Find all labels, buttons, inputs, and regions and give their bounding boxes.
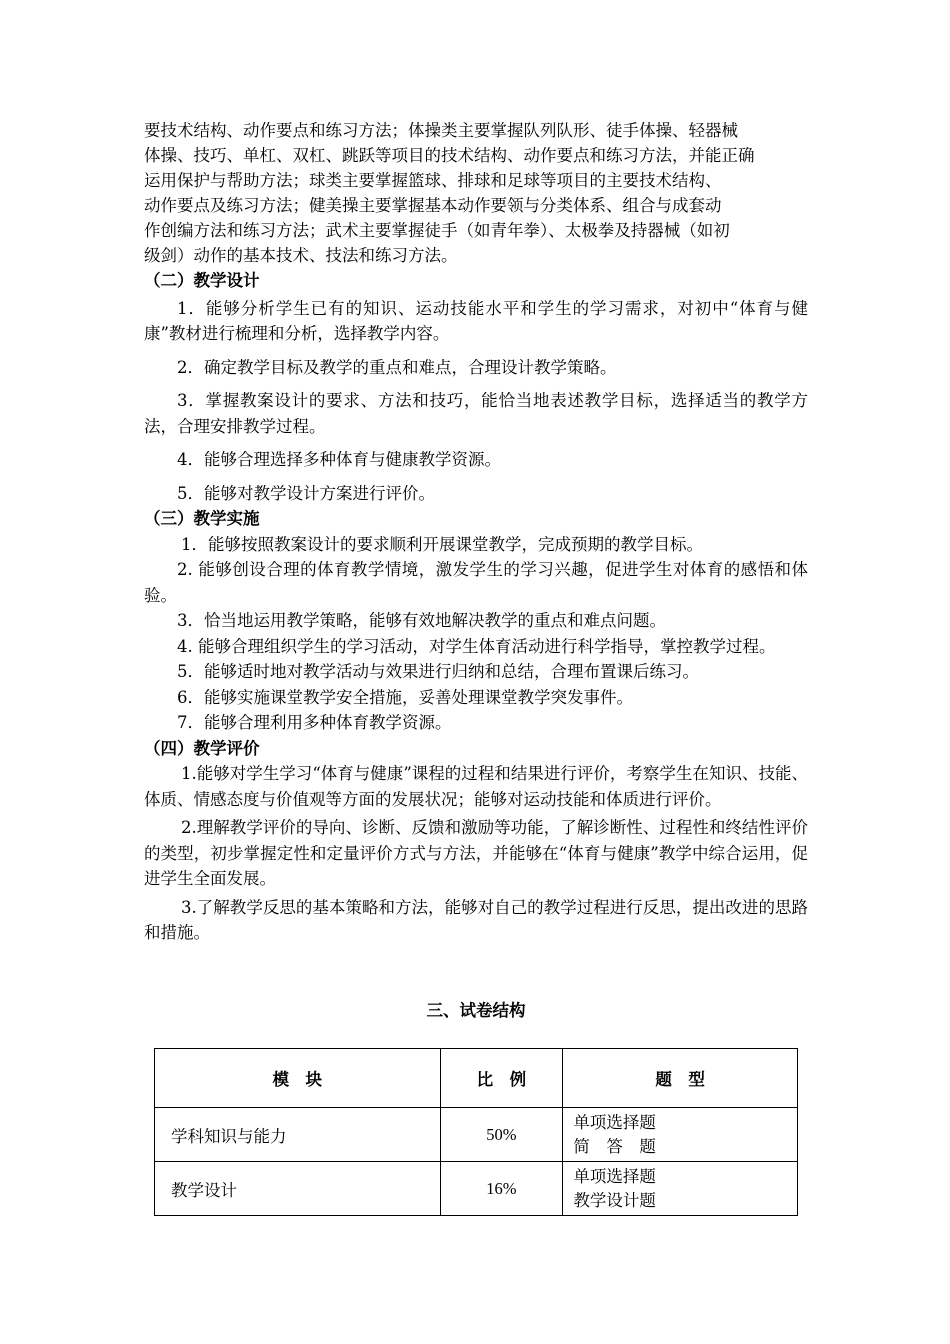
type-line: 单项选择题 [573, 1112, 656, 1132]
section-teaching-design [144, 268, 808, 506]
ratio-cell: 16% [440, 1162, 563, 1216]
document-page [144, 118, 808, 1210]
intro-line: 要技术结构、动作要点和练习方法；体操类主要掌握队列队形、徒手体操、轻器械 [144, 121, 738, 140]
list-item: 3．恰当地运用教学策略，能够有效地解决教学的重点和难点问题。 [177, 611, 666, 630]
intro-paragraph [144, 118, 808, 268]
list-item: 2. 能够创设合理的体育教学情境，激发学生的学习兴趣，促进学生对体育的感悟和体验。 [144, 560, 808, 605]
exam-structure-title: 三、试卷结构 [426, 1001, 526, 1020]
type-cell [563, 1162, 798, 1216]
section-heading: （二）教学设计 [144, 271, 260, 290]
module-cell: 教学设计 [155, 1162, 441, 1216]
type-line: 单项选择题 [573, 1166, 656, 1186]
list-item: 7．能够合理利用多种体育教学资源。 [177, 713, 452, 732]
type-cell [563, 1108, 798, 1162]
list-item: 1．能够分析学生已有的知识、运动技能水平和学生的学习需求，对初中“体育与健康”教材进行梳理和分析，选择教学内容。 [144, 298, 808, 343]
header-ratio: 比 例 [440, 1049, 563, 1108]
section-teaching-implementation [144, 506, 808, 736]
list-item: 3.了解教学反思的基本策略和方法，能够对自己的教学过程进行反思，提出改进的思路和措施。 [144, 897, 808, 942]
header-module: 模 块 [155, 1049, 441, 1108]
list-item: 2.理解教学评价的导向、诊断、反馈和激励等功能，了解诊断性、过程性和终结性评价的类型，初步掌握定性和定量评价方式与方法，并能够在“体育与健康”教学中综合运用，促进学生全面发展。 [144, 818, 808, 888]
intro-line: 作创编方法和练习方法；武术主要掌握徒手（如青年拳）、太极拳及持器械（如初 [144, 221, 730, 240]
table-row [155, 1108, 798, 1162]
list-item: 1.能够对学生学习“体育与健康”课程的过程和结果进行评价，考察学生在知识、技能、体质、情感态度与价值观等方面的发展状况；能够对运动技能和体质进行评价。 [144, 764, 808, 809]
table-header-row [155, 1049, 798, 1108]
ratio-cell: 50% [440, 1108, 563, 1162]
section-heading: （四）教学评价 [144, 738, 260, 758]
list-item: 1．能够按照教案设计的要求顺利开展课堂教学，完成预期的教学目标。 [181, 534, 703, 554]
list-item: 3．掌握教案设计的要求、方法和技巧，能恰当地表述教学目标，选择适当的教学方法，合理安排教学过程。 [144, 391, 808, 436]
list-item: 2．确定教学目标及教学的重点和难点，合理设计教学策略。 [177, 357, 617, 377]
exam-structure-table [154, 1048, 798, 1216]
list-item: 6．能够实施课堂教学安全措施，妥善处理课堂教学突发事件。 [177, 687, 633, 707]
module-cell: 学科知识与能力 [155, 1108, 441, 1162]
list-item: 5．能够适时地对教学活动与效果进行归纳和总结，合理布置课后练习。 [177, 662, 699, 681]
header-type: 题 型 [563, 1049, 798, 1108]
list-item: 5．能够对教学设计方案进行评价。 [177, 483, 435, 503]
list-item: 4．能够合理选择多种体育与健康教学资源。 [177, 450, 501, 469]
intro-line: 体操、技巧、单杠、双杠、跳跃等项目的技术结构、动作要点和练习方法，并能正确 [144, 146, 755, 165]
table-row [155, 1162, 798, 1216]
intro-line: 动作要点及练习方法；健美操主要掌握基本动作要领与分类体系、组合与成套动 [144, 196, 722, 215]
list-item: 4. 能够合理组织学生的学习活动，对学生体育活动进行科学指导，掌控教学过程。 [177, 636, 776, 656]
type-line: 简 答 题 [573, 1136, 656, 1156]
section-heading: （三）教学实施 [144, 509, 260, 528]
intro-line: 运用保护与帮助方法；球类主要掌握篮球、排球和足球等项目的主要技术结构、 [144, 171, 722, 190]
intro-line: 级剑）动作的基本技术、技法和练习方法。 [144, 246, 458, 265]
type-line: 教学设计题 [573, 1190, 656, 1210]
section-teaching-evaluation [144, 736, 808, 946]
